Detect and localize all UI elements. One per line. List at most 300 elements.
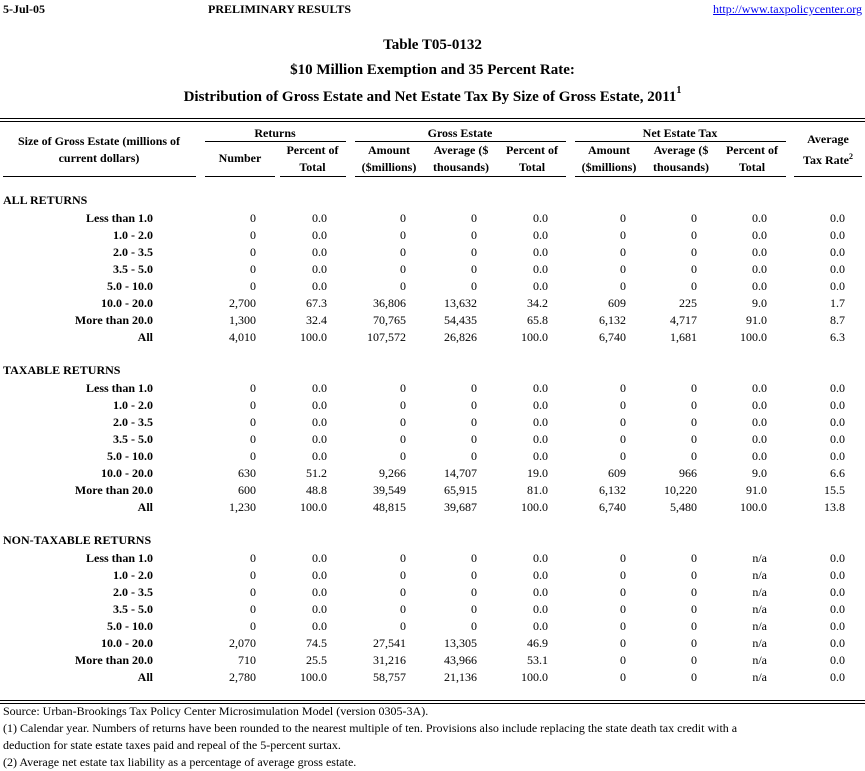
col-gross-average: Average ($ thousands) [432,143,490,174]
table-row [0,278,865,295]
cell-net-amount: 0 [620,568,626,582]
gross-sub-underline [355,176,566,177]
cell-returns-pct: 0.0 [312,381,327,395]
row-label: All [137,500,153,514]
report-status: PRELIMINARY RESULTS [208,2,352,16]
cell-returns-pct: 0.0 [312,398,327,412]
cell-gross-average: 13,632 [444,296,477,310]
cell-gross-average: 0 [471,381,477,395]
cell-net-average: 0 [691,449,697,463]
row-label: All [137,670,153,684]
cell-net-pct: n/a [752,670,767,684]
cell-avg-tax-rate: 0.0 [830,568,845,582]
table-number: Table T05-0132 [383,37,482,53]
col-group-gross-estate: Gross Estate [427,126,493,140]
cell-gross-amount: 0 [400,449,406,463]
cell-gross-average: 26,826 [444,330,477,344]
cell-avg-tax-rate: 15.5 [824,483,845,497]
cell-gross-average: 0 [471,245,477,259]
row-label: 3.5 - 5.0 [113,602,153,616]
row-label: 3.5 - 5.0 [113,262,153,276]
cell-returns-pct: 100.0 [300,330,327,344]
cell-avg-tax-rate: 0.0 [830,228,845,242]
cell-number: 0 [250,228,256,242]
cell-gross-pct: 0.0 [533,551,548,565]
col-gross-amount: Amount ($millions) [361,143,417,174]
cell-net-amount: 0 [620,619,626,633]
cell-gross-pct: 34.2 [527,296,548,310]
cell-net-amount: 0 [620,636,626,650]
cell-gross-amount: 0 [400,602,406,616]
pct-underline [280,176,346,177]
row-label: 1.0 - 2.0 [113,228,153,242]
cell-avg-tax-rate: 0.0 [830,551,845,565]
cell-gross-amount: 0 [400,228,406,242]
cell-gross-pct: 100.0 [521,670,548,684]
cell-gross-pct: 100.0 [521,330,548,344]
table-row [0,567,865,584]
cell-net-average: 0 [691,602,697,616]
avg-rate-underline [794,176,862,177]
row-label: More than 20.0 [74,483,153,497]
cell-gross-amount: 0 [400,262,406,276]
cell-number: 0 [250,398,256,412]
col-group-returns: Returns [254,126,296,140]
cell-avg-tax-rate: 0.0 [830,636,845,650]
cell-gross-amount: 58,757 [373,670,406,684]
row-label: Less than 1.0 [85,381,153,395]
cell-gross-pct: 0.0 [533,381,548,395]
cell-net-pct: n/a [752,551,767,565]
footnote-1-cont: deduction for state estate taxes paid and repeal of the 5-percent surtax. [3,738,341,752]
cell-gross-amount: 0 [400,279,406,293]
cell-avg-tax-rate: 0.0 [830,262,845,276]
cell-number: 0 [250,415,256,429]
table-row [0,244,865,261]
cell-gross-pct: 0.0 [533,568,548,582]
cell-net-amount: 0 [620,449,626,463]
row-label: Less than 1.0 [85,551,153,565]
table-row [0,312,865,329]
cell-returns-pct: 25.5 [306,653,327,667]
cell-number: 600 [238,483,256,497]
cell-returns-pct: 32.4 [306,313,327,327]
cell-gross-average: 0 [471,568,477,582]
table-row [0,584,865,601]
cell-gross-amount: 0 [400,398,406,412]
cell-gross-pct: 19.0 [527,466,548,480]
table-row [0,329,865,346]
cell-net-pct: n/a [752,619,767,633]
source-link[interactable]: http://www.taxpolicycenter.org [713,2,862,16]
cell-gross-amount: 0 [400,415,406,429]
footer-rule [0,700,865,701]
table-row [0,261,865,278]
cell-net-amount: 6,740 [599,500,626,514]
cell-net-amount: 0 [620,211,626,225]
cell-net-pct: 0.0 [752,245,767,259]
cell-net-average: 1,681 [670,330,697,344]
cell-net-amount: 0 [620,279,626,293]
cell-gross-amount: 0 [400,568,406,582]
cell-gross-amount: 31,216 [373,653,406,667]
cell-net-pct: 0.0 [752,228,767,242]
row-label: 3.5 - 5.0 [113,432,153,446]
cell-gross-amount: 0 [400,245,406,259]
cell-net-pct: 9.0 [752,296,767,310]
cell-gross-pct: 0.0 [533,398,548,412]
col-number: Number [218,151,262,165]
cell-net-amount: 6,132 [599,313,626,327]
cell-avg-tax-rate: 6.6 [830,466,845,480]
cell-returns-pct: 100.0 [300,670,327,684]
cell-gross-amount: 70,765 [373,313,406,327]
col-size-underline [3,176,196,177]
cell-net-pct: 91.0 [746,313,767,327]
cell-gross-average: 0 [471,415,477,429]
cell-net-pct: 100.0 [740,500,767,514]
cell-gross-amount: 36,806 [373,296,406,310]
cell-gross-pct: 65.8 [527,313,548,327]
cell-returns-pct: 0.0 [312,245,327,259]
cell-gross-average: 43,966 [444,653,477,667]
cell-gross-pct: 0.0 [533,228,548,242]
cell-net-amount: 0 [620,551,626,565]
cell-gross-amount: 0 [400,211,406,225]
cell-gross-pct: 46.9 [527,636,548,650]
cell-gross-pct: 100.0 [521,500,548,514]
col-avg-tax-rate: Average Tax Rate$^2$ [803,132,853,167]
cell-net-amount: 609 [608,466,626,480]
row-label: 10.0 - 20.0 [101,466,153,480]
table-row [0,482,865,499]
cell-number: 2,700 [229,296,256,310]
row-label: 1.0 - 2.0 [113,568,153,582]
row-label: 2.0 - 3.5 [113,585,153,599]
cell-returns-pct: 0.0 [312,262,327,276]
cell-returns-pct: 74.5 [306,636,327,650]
cell-number: 0 [250,449,256,463]
cell-number: 4,010 [229,330,256,344]
cell-returns-pct: 0.0 [312,449,327,463]
col-net-amount: Amount ($millions) [581,143,637,174]
table-row [0,652,865,669]
cell-net-pct: 91.0 [746,483,767,497]
row-label: 1.0 - 2.0 [113,398,153,412]
table-row [0,669,865,686]
cell-returns-pct: 0.0 [312,619,327,633]
cell-avg-tax-rate: 0.0 [830,279,845,293]
cell-net-average: 0 [691,636,697,650]
table-row [0,227,865,244]
cell-avg-tax-rate: 13.8 [824,500,845,514]
cell-number: 0 [250,381,256,395]
cell-avg-tax-rate: 0.0 [830,670,845,684]
row-label: 10.0 - 20.0 [101,296,153,310]
cell-net-pct: n/a [752,568,767,582]
table-row [0,295,865,312]
cell-net-pct: 9.0 [752,466,767,480]
cell-number: 1,300 [229,313,256,327]
table-row [0,210,865,227]
cell-gross-average: 21,136 [444,670,477,684]
cell-net-average: 0 [691,585,697,599]
row-label: Less than 1.0 [85,211,153,225]
table-row [0,397,865,414]
cell-net-average: 4,717 [670,313,697,327]
cell-avg-tax-rate: 6.3 [830,330,845,344]
col-gross-pct: Percent of Total [505,143,559,174]
cell-gross-amount: 9,266 [379,466,406,480]
cell-net-pct: 0.0 [752,279,767,293]
cell-avg-tax-rate: 0.0 [830,211,845,225]
cell-gross-pct: 0.0 [533,432,548,446]
cell-gross-amount: 0 [400,551,406,565]
cell-net-average: 0 [691,211,697,225]
row-label: 5.0 - 10.0 [107,449,153,463]
cell-number: 0 [250,585,256,599]
cell-gross-average: 0 [471,398,477,412]
cell-net-amount: 0 [620,398,626,412]
cell-returns-pct: 48.8 [306,483,327,497]
cell-net-amount: 0 [620,585,626,599]
col-group-net-estate-tax: Net Estate Tax [642,126,718,140]
row-label: 2.0 - 3.5 [113,415,153,429]
cell-net-pct: 100.0 [740,330,767,344]
section-title: TAXABLE RETURNS [3,363,121,377]
cell-net-pct: 0.0 [752,415,767,429]
cell-gross-amount: 0 [400,432,406,446]
cell-gross-average: 0 [471,279,477,293]
cell-gross-pct: 0.0 [533,245,548,259]
cell-avg-tax-rate: 0.0 [830,432,845,446]
cell-net-average: 0 [691,262,697,276]
cell-net-amount: 0 [620,262,626,276]
cell-net-amount: 0 [620,670,626,684]
cell-gross-average: 0 [471,211,477,225]
cell-number: 630 [238,466,256,480]
cell-gross-pct: 0.0 [533,602,548,616]
cell-gross-amount: 0 [400,585,406,599]
cell-number: 2,070 [229,636,256,650]
cell-gross-average: 39,687 [444,500,477,514]
cell-gross-pct: 0.0 [533,262,548,276]
table-row [0,448,865,465]
cell-returns-pct: 0.0 [312,568,327,582]
cell-net-amount: 0 [620,245,626,259]
cell-net-amount: 609 [608,296,626,310]
table-row [0,431,865,448]
table-title: Distribution of Gross Estate and Net Estate Tax By Size of Gross Estate, 2011$^1$ [183,85,682,105]
cell-returns-pct: 0.0 [312,432,327,446]
cell-net-pct: 0.0 [752,449,767,463]
cell-net-average: 0 [691,381,697,395]
report-date: 5-Jul-05 [3,2,45,16]
cell-avg-tax-rate: 0.0 [830,602,845,616]
cell-returns-pct: 0.0 [312,228,327,242]
cell-net-average: 0 [691,670,697,684]
cell-gross-average: 0 [471,262,477,276]
cell-number: 0 [250,432,256,446]
cell-gross-average: 0 [471,602,477,616]
footnote-2: (2) Average net estate tax liability as a percentage of average gross estate. [3,755,357,769]
cell-returns-pct: 0.0 [312,551,327,565]
cell-gross-amount: 48,815 [373,500,406,514]
cell-net-average: 10,220 [664,483,697,497]
row-label: More than 20.0 [74,653,153,667]
footnote-marker: 1 [676,85,682,96]
cell-net-amount: 0 [620,415,626,429]
cell-net-pct: n/a [752,636,767,650]
header-top-rule-double [0,121,865,122]
cell-returns-pct: 100.0 [300,500,327,514]
table-row [0,635,865,652]
cell-gross-pct: 0.0 [533,585,548,599]
cell-net-amount: 0 [620,381,626,395]
cell-returns-pct: 0.0 [312,602,327,616]
cell-net-amount: 0 [620,602,626,616]
cell-net-average: 0 [691,245,697,259]
cell-returns-pct: 0.0 [312,279,327,293]
cell-gross-pct: 53.1 [527,653,548,667]
cell-gross-amount: 27,541 [373,636,406,650]
cell-avg-tax-rate: 0.0 [830,245,845,259]
col-net-average: Average ($ thousands) [652,143,710,174]
cell-number: 0 [250,602,256,616]
cell-net-pct: n/a [752,585,767,599]
cell-avg-tax-rate: 0.0 [830,381,845,395]
footnote-1: (1) Calendar year. Numbers of returns have been rounded to the nearest multiple of ten. Provisions also include replacing the state death tax credit with a [3,721,738,735]
cell-gross-pct: 0.0 [533,211,548,225]
cell-gross-average: 14,707 [444,466,477,480]
cell-net-average: 0 [691,415,697,429]
cell-net-pct: n/a [752,602,767,616]
cell-avg-tax-rate: 1.7 [830,296,845,310]
header-top-rule [0,118,865,119]
table-row [0,550,865,567]
cell-gross-average: 65,915 [444,483,477,497]
cell-net-average: 5,480 [670,500,697,514]
cell-number: 0 [250,551,256,565]
cell-gross-average: 0 [471,619,477,633]
section-title: ALL RETURNS [3,193,88,207]
cell-gross-amount: 0 [400,381,406,395]
table-row [0,414,865,431]
cell-net-average: 966 [679,466,697,480]
cell-gross-average: 0 [471,585,477,599]
cell-avg-tax-rate: 0.0 [830,449,845,463]
number-underline [205,176,275,177]
cell-net-pct: 0.0 [752,432,767,446]
cell-number: 0 [250,211,256,225]
cell-net-pct: 0.0 [752,211,767,225]
cell-gross-average: 54,435 [444,313,477,327]
row-label: 10.0 - 20.0 [101,636,153,650]
cell-net-average: 0 [691,653,697,667]
cell-gross-pct: 81.0 [527,483,548,497]
cell-net-average: 225 [679,296,697,310]
row-label: 5.0 - 10.0 [107,619,153,633]
cell-number: 0 [250,568,256,582]
cell-net-amount: 0 [620,432,626,446]
cell-avg-tax-rate: 0.0 [830,653,845,667]
table-row [0,380,865,397]
table-subtitle: $10 Million Exemption and 35 Percent Rate: [290,62,575,78]
cell-net-pct: 0.0 [752,381,767,395]
cell-gross-pct: 0.0 [533,415,548,429]
cell-net-amount: 6,740 [599,330,626,344]
table-row [0,618,865,635]
col-net-pct: Percent of Total [725,143,779,174]
cell-net-average: 0 [691,279,697,293]
cell-net-pct: 0.0 [752,398,767,412]
cell-returns-pct: 0.0 [312,585,327,599]
cell-net-average: 0 [691,551,697,565]
cell-net-pct: n/a [752,653,767,667]
table-row [0,465,865,482]
cell-gross-average: 0 [471,449,477,463]
source-note: Source: Urban-Brookings Tax Policy Center Microsimulation Model (version 0305-3A). [3,704,429,718]
cell-number: 0 [250,619,256,633]
cell-gross-amount: 0 [400,619,406,633]
cell-returns-pct: 0.0 [312,211,327,225]
cell-gross-pct: 0.0 [533,619,548,633]
cell-avg-tax-rate: 0.0 [830,398,845,412]
cell-number: 0 [250,279,256,293]
cell-net-average: 0 [691,398,697,412]
cell-gross-amount: 39,549 [373,483,406,497]
cell-number: 710 [238,653,256,667]
cell-avg-tax-rate: 0.0 [830,619,845,633]
cell-gross-average: 0 [471,228,477,242]
cell-gross-pct: 0.0 [533,449,548,463]
cell-avg-tax-rate: 8.7 [830,313,845,327]
cell-returns-pct: 51.2 [306,466,327,480]
cell-gross-amount: 107,572 [367,330,406,344]
cell-avg-tax-rate: 0.0 [830,415,845,429]
table-row [0,499,865,516]
cell-returns-pct: 0.0 [312,415,327,429]
cell-net-amount: 6,132 [599,483,626,497]
col-size-header: Size of Gross Estate (millions of current dollars) [17,134,181,165]
net-sub-underline [575,176,786,177]
cell-avg-tax-rate: 0.0 [830,585,845,599]
cell-net-average: 0 [691,432,697,446]
cell-number: 1,230 [229,500,256,514]
row-label: 5.0 - 10.0 [107,279,153,293]
cell-net-average: 0 [691,619,697,633]
cell-gross-average: 0 [471,432,477,446]
row-label: 2.0 - 3.5 [113,245,153,259]
cell-net-amount: 0 [620,228,626,242]
table-row [0,601,865,618]
section-title: NON-TAXABLE RETURNS [3,533,152,547]
cell-gross-average: 0 [471,551,477,565]
col-returns-pct: Percent of Total [286,143,339,174]
cell-net-average: 0 [691,568,697,582]
cell-gross-pct: 0.0 [533,279,548,293]
cell-net-pct: 0.0 [752,262,767,276]
row-label: More than 20.0 [74,313,153,327]
cell-number: 0 [250,262,256,276]
cell-gross-average: 13,305 [444,636,477,650]
cell-returns-pct: 67.3 [306,296,327,310]
cell-net-amount: 0 [620,653,626,667]
cell-net-average: 0 [691,228,697,242]
row-label: All [137,330,153,344]
cell-number: 0 [250,245,256,259]
cell-number: 2,780 [229,670,256,684]
